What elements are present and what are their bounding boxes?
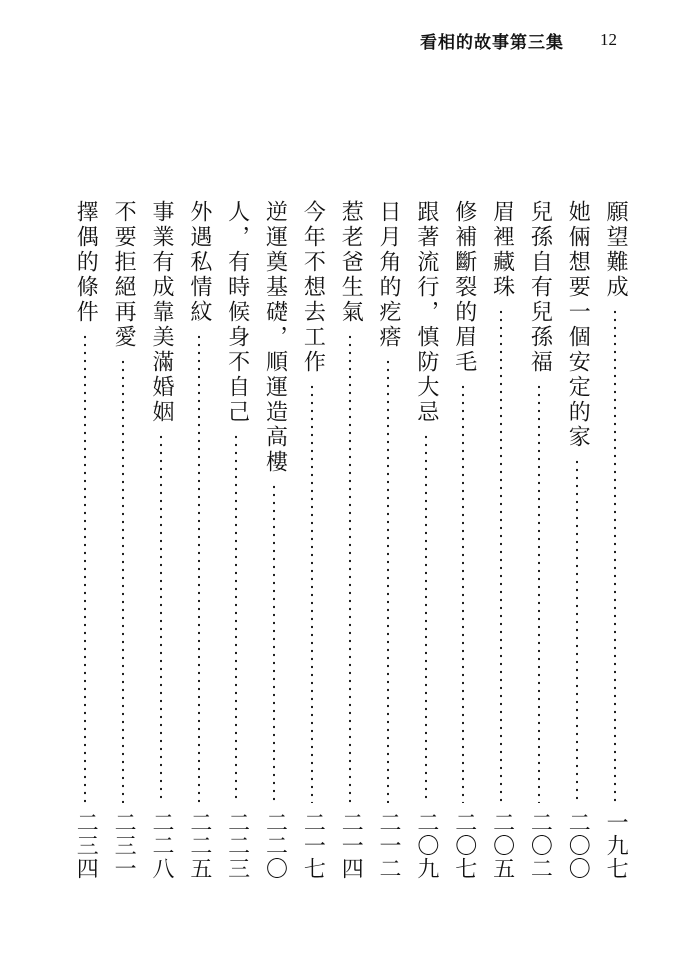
toc-entry-title: 跟著流行，慎防大忌 (413, 200, 439, 425)
dot-leader (84, 333, 86, 803)
dot-leader (235, 433, 237, 803)
toc-entry[interactable] (221, 200, 251, 880)
dot-leader (160, 433, 162, 803)
dot-leader (349, 333, 351, 803)
toc-entry-title: 日月角的疙瘩 (376, 200, 402, 350)
toc-entry-title: 眉裡藏珠 (489, 200, 515, 300)
toc-entry-page: 二三一 (111, 811, 137, 880)
dot-leader (387, 358, 389, 803)
toc-entry-page: 二一四 (338, 811, 364, 880)
toc-entry-title: 逆運奠基礎，順運造高樓 (262, 200, 288, 475)
toc-entry[interactable] (373, 200, 403, 880)
table-of-contents (70, 200, 630, 880)
toc-entry[interactable] (486, 200, 516, 880)
toc-entry[interactable] (184, 200, 214, 880)
toc-entry-title: 兒孫自有兒孫福 (527, 200, 553, 375)
toc-entry-title: 今年不想去工作 (300, 200, 326, 375)
toc-entry-page: 二二八 (148, 811, 174, 880)
dot-leader (425, 433, 427, 803)
toc-entry-title: 人，有時候身不自己 (224, 200, 250, 425)
toc-entry-page: 二〇七 (451, 811, 477, 880)
toc-entry[interactable] (335, 200, 365, 880)
toc-entry[interactable] (297, 200, 327, 880)
toc-entry-page: 一九七 (603, 811, 629, 880)
toc-entry[interactable] (259, 200, 289, 880)
dot-leader (122, 358, 124, 803)
toc-entry-title: 外遇私情紋 (186, 200, 212, 325)
dot-leader (576, 458, 578, 803)
toc-entry-title: 修補斷裂的眉毛 (451, 200, 477, 375)
dot-leader (198, 333, 200, 803)
toc-entry-title: 不要拒絕再愛 (111, 200, 137, 350)
toc-entry-page: 二二三 (224, 811, 250, 880)
toc-entry-page: 二三四 (73, 811, 99, 880)
page-number: 12 (600, 30, 617, 49)
toc-entry[interactable] (108, 200, 138, 880)
toc-entry-page: 二一二 (376, 811, 402, 880)
toc-entry-title: 事業有成靠美滿婚姻 (148, 200, 174, 425)
toc-entry[interactable] (411, 200, 441, 880)
toc-entry-page: 二二五 (186, 811, 212, 880)
toc-entry-page: 二〇〇 (565, 811, 591, 880)
running-title: 看相的故事第三集 (420, 33, 564, 53)
toc-entry[interactable] (448, 200, 478, 880)
toc-entry-title: 擇偶的條件 (73, 200, 99, 325)
toc-entry-page: 二〇五 (489, 811, 515, 880)
dot-leader (500, 308, 502, 803)
dot-leader (273, 483, 275, 803)
toc-entry[interactable] (600, 200, 630, 880)
toc-entry[interactable] (562, 200, 592, 880)
toc-entry-page: 二一七 (300, 811, 326, 880)
toc-entry-page: 二二〇 (262, 811, 288, 880)
toc-entry-page: 二〇二 (527, 811, 553, 880)
dot-leader (462, 383, 464, 803)
toc-entry[interactable] (146, 200, 176, 880)
toc-entry[interactable] (524, 200, 554, 880)
toc-entry[interactable] (70, 200, 100, 880)
toc-entry-title: 願望難成 (603, 200, 629, 300)
toc-entry-page: 二〇九 (413, 811, 439, 880)
toc-entry-title: 惹老爸生氣 (338, 200, 364, 325)
dot-leader (614, 308, 616, 803)
dot-leader (311, 383, 313, 803)
dot-leader (538, 383, 540, 803)
toc-entry-title: 她倆想要一個安定的家 (565, 200, 591, 450)
